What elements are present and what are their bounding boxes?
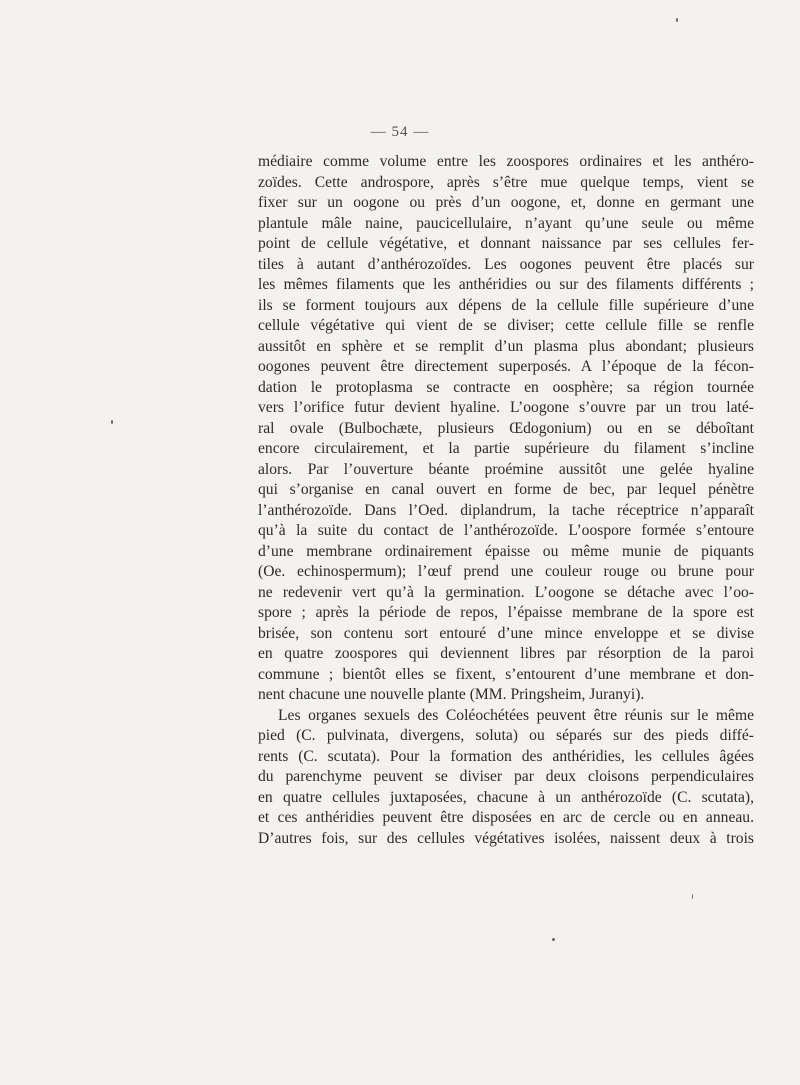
text-line: zoïdes. Cette androspore, après s’être mue quelque temps, vient se <box>258 173 754 191</box>
body-text <box>258 152 754 849</box>
text-line: D’autres fois, sur des cellules végétatives isolées, naissent deux à trois <box>258 829 754 847</box>
text-line: du parenchyme peuvent se diviser par deux cloisons perpendiculaires <box>258 768 754 785</box>
text-line: Les organes sexuels des Coléochétées peuvent être réunis sur le même <box>278 706 754 724</box>
text-line: nent chacune une nouvelle plante (MM. Pringsheim, Juranyi). <box>258 686 645 703</box>
text-line: (Oe. echinospermum); l’œuf prend une couleur rouge ou brune pour <box>258 563 754 580</box>
text-line: médiaire comme volume entre les zoospores ordinaires et les anthéro- <box>258 153 754 170</box>
text-line: en quatre zoospores qui deviennent libres par résorption de la paroi <box>258 645 754 662</box>
text-line: l’anthérozoïde. Dans l’Oed. diplandrum, la tache réceptrice n’apparaît <box>258 501 754 519</box>
paper-speck <box>676 18 678 22</box>
text-line: plantule mâle naine, paucicellulaire, n’ayant qu’une seule ou même <box>258 214 754 232</box>
text-line: pied (C. pulvinata, divergens, soluta) ou séparés sur des pieds diffé- <box>258 727 754 744</box>
paper-speck <box>111 420 113 424</box>
text-line: spore ; après la période de repos, l’épaisse membrane de la spore est <box>258 604 754 621</box>
text-line: alors. Par l’ouverture béante proémine aussitôt une gelée hyaline <box>258 460 754 478</box>
text-line: en quatre cellules juxtaposées, chacune à un anthérozoïde (C. scutata), <box>258 788 754 806</box>
text-line: point de cellule végétative, et donnant naissance par ses cellules fer- <box>258 235 754 252</box>
text-line: d’une membrane ordinairement épaisse ou même munie de piquants <box>258 542 754 560</box>
text-line: et ces anthéridies peuvent être disposées en arc de cercle ou en anneau. <box>258 809 754 826</box>
paper-speck <box>552 938 555 941</box>
text-line: ils se forment toujours aux dépens de la cellule fille supérieure d’une <box>258 296 754 314</box>
paper-speck <box>692 894 693 899</box>
text-line: encore circulairement, et la partie supérieure du filament s’incline <box>258 440 754 457</box>
text-line: tiles à autant d’anthérozoïdes. Les oogones peuvent être placés sur <box>258 255 754 273</box>
text-line: brisée, son contenu sort entouré d’une mince enveloppe et se divise <box>258 624 754 642</box>
text-line: les mêmes filaments que les anthéridies ou sur des filaments différents ; <box>258 276 754 293</box>
text-line: rents (C. scutata). Pour la formation des anthéridies, les cellules âgées <box>258 747 754 765</box>
text-line: ne redevenir vert qu’à la germination. L’oogone se détache avec l’oo- <box>258 583 754 601</box>
text-line: qui s’organise en canal ouvert en forme de bec, par lequel pénètre <box>258 481 754 498</box>
text-line: cellule végétative qui vient de se diviser; cette cellule fille se renfle <box>258 317 754 334</box>
text-line: qu’à la suite du contact de l’anthérozoïde. L’oospore formée s’entoure <box>258 522 754 539</box>
text-line: dation le protoplasma se contracte en oosphère; sa région tournée <box>258 378 754 396</box>
text-line: aussitôt en sphère et se remplit d’un plasma plus abondant; plusieurs <box>258 337 754 355</box>
page-number: — 54 — <box>370 124 430 140</box>
text-line: ral ovale (Bulbochæte, plusieurs Œdogonium) ou en se déboîtant <box>258 419 754 437</box>
text-line: commune ; bientôt elles se fixent, s’entourent d’une membrane et don- <box>258 665 754 683</box>
text-line: vers l’orifice futur devient hyaline. L’oogone s’ouvre par un trou laté- <box>258 399 754 416</box>
text-line: oogones peuvent être directement superposés. A l’époque de la fécon- <box>258 358 754 375</box>
text-line: fixer sur un oogone ou près d’un oogone, et, donne en germant une <box>258 194 754 211</box>
